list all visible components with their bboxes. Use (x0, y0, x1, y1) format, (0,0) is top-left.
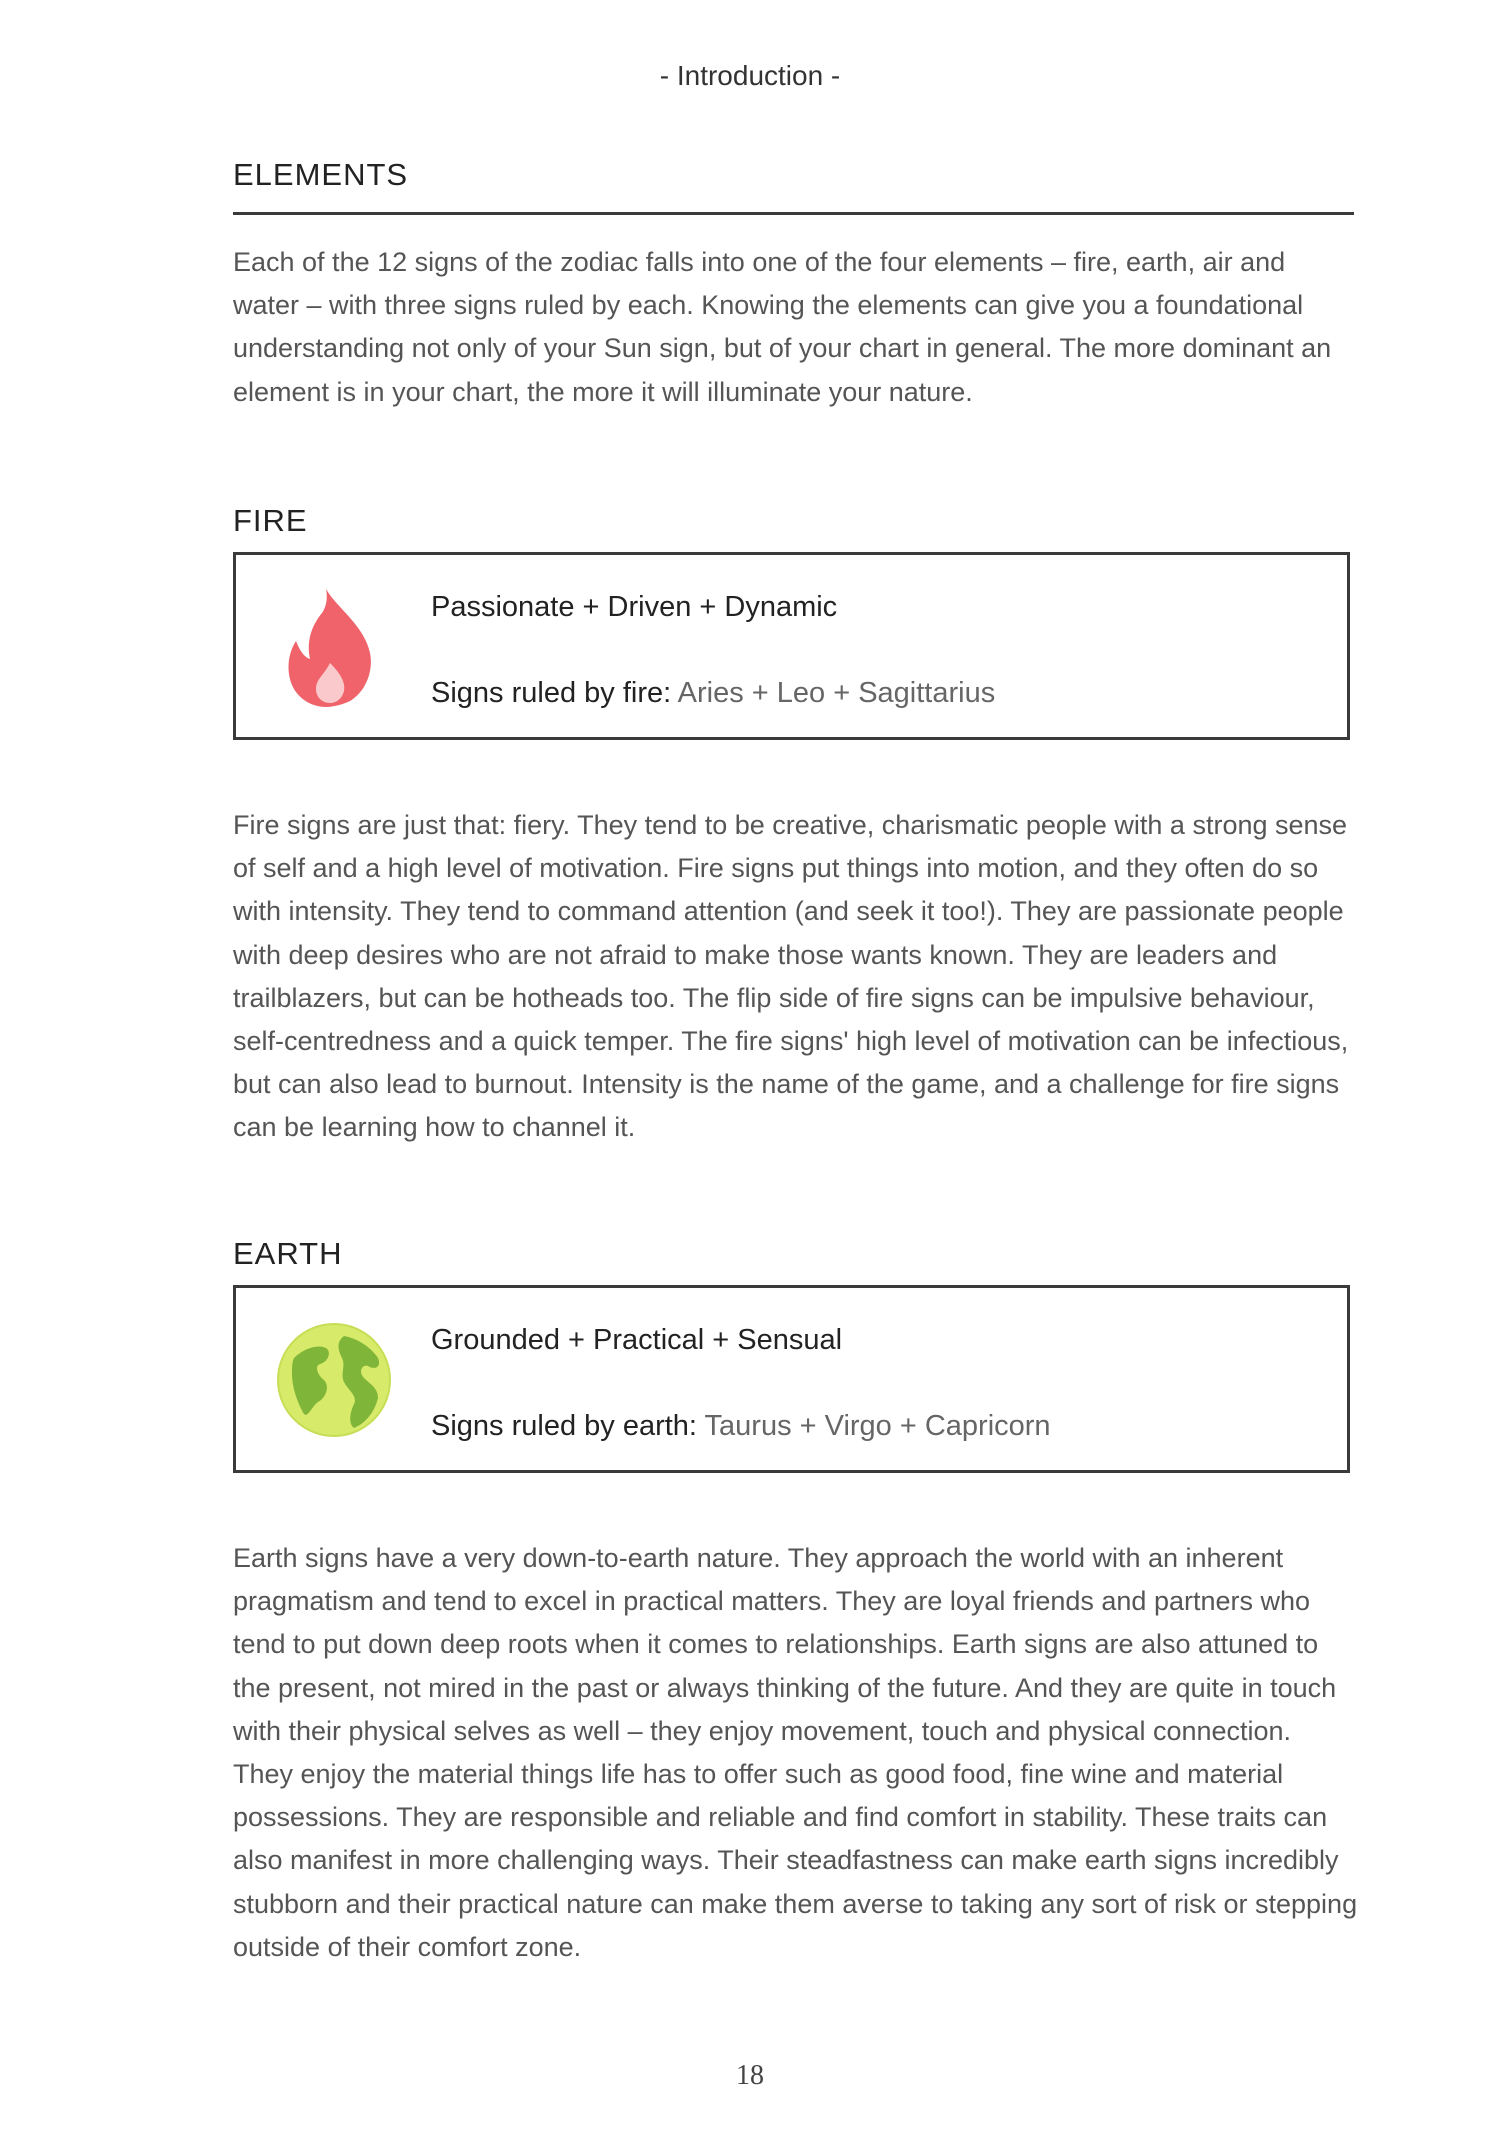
earth-heading: EARTH (233, 1236, 343, 1271)
earth-ruled-label: Signs ruled by earth: (431, 1410, 697, 1442)
flame-icon (274, 585, 394, 709)
fire-traits: Passionate + Driven + Dynamic (431, 591, 838, 623)
elements-intro-paragraph: Each of the 12 signs of the zodiac falls into one of the four elements – fire, earth, air and water – with three signs ruled by each. Knowing the elements can give you a foundational understanding not only of your Sun sign, but of your chart in general. The more dominant an element is in your chart, the more it will illuminate your nature. (233, 247, 1332, 407)
fire-signs-list: Aries + Leo + Sagittarius (677, 677, 996, 709)
earth-element-card (233, 1285, 1350, 1473)
running-header: - Introduction - (659, 60, 841, 91)
fire-description-paragraph: Fire signs are just that: fiery. They tend to be creative, charismatic people with a strong sense of self and a high level of motivation. Fire signs put things into motion, and they often do so with intensity. They tend to command attention (and seek it too!). They are passionate people with deep desires who are not afraid to make those wants known. They are leaders and trailblazers, but can be hotheads too. The flip side of fire signs can be impulsive behaviour, self-centredness and a quick temper. The fire signs' high level of motivation can be infectious, but can also lead to burnout. Intensity is the name of the game, and a challenge for fire signs can be learning how to channel it. (233, 810, 1349, 1143)
globe-icon (274, 1318, 394, 1442)
earth-description-paragraph: Earth signs have a very down-to-earth nature. They approach the world with an inherent pragmatism and tend to excel in practical matters. They are loyal friends and partners who tend to put down deep roots when it comes to relationships. Earth signs are also attuned to the present, not mired in the past or always thinking of the future. And they are quite in touch with their physical selves as well – they enjoy movement, touch and physical connection. They enjoy the material things life has to offer such as good food, fine wine and material possessions. They are responsible and reliable and find comfort in stability. These traits can also manifest in more challenging ways. Their steadfastness can make earth signs incredibly stubborn and their practical nature can make them averse to taking any sort of risk or stepping outside of their comfort zone. (233, 1543, 1358, 1962)
fire-ruled-signs (431, 677, 995, 710)
earth-traits: Grounded + Practical + Sensual (431, 1324, 843, 1356)
fire-ruled-label: Signs ruled by fire: (431, 677, 672, 709)
earth-signs-list: Taurus + Virgo + Capricorn (704, 1410, 1051, 1442)
fire-element-card (233, 552, 1350, 740)
elements-heading: ELEMENTS (233, 157, 409, 192)
heading-divider (233, 212, 1354, 215)
earth-ruled-signs (431, 1410, 1051, 1443)
fire-heading: FIRE (233, 503, 308, 538)
page-number: 18 (736, 2060, 764, 2091)
